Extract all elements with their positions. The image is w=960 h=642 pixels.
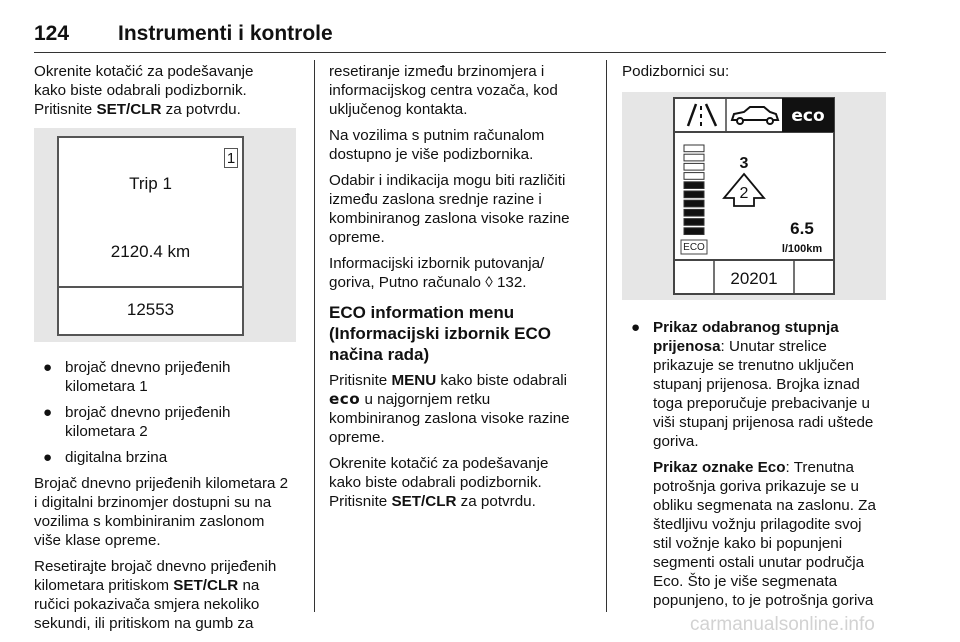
page-reference-icon: ◊ (485, 274, 493, 291)
paragraph-display-differences: Odabir i indikacija mogu biti različiti između zaslona srednje razine i kombiniranog zaslona visoke razine opreme. (329, 172, 570, 246)
paragraph-eco-display: Prikaz oznake Eco: Trenutna potrošnja goriva prikazuje se u obliku segmenata na zaslonu. Za štedljivu vožnju prilagodite svoj stil vožnje kako bi popunjeni segmenti ostali unutar područja Eco. Što je više segmenata popunjeno, to je potrošnja goriva (653, 459, 876, 609)
eco-symbol: eco (329, 390, 361, 408)
list-item: ● brojač dnevno prijeđenih kilometara 1 (43, 359, 231, 395)
eco-segment (684, 191, 704, 198)
paragraph-trip-computer: Na vozilima s putnim računalom dostupno je više podizbornika. (329, 127, 545, 163)
eco-segment (684, 173, 704, 180)
page-header (34, 22, 886, 52)
trip-title: Trip 1 (129, 174, 172, 193)
paragraph-reference: Informacijski izbornik putovanja/ goriva, Putno računalo ◊ 132. (329, 255, 545, 291)
section-title-eco-menu: ECO information menu (Informacijski izbornik ECO načina rada) (329, 303, 551, 364)
tab-eco: eco (791, 106, 825, 126)
column-divider-2 (606, 60, 607, 612)
consumption-unit: l/100km (781, 243, 823, 255)
eco-segment (684, 163, 704, 170)
set-clr-label: SET/CLR (96, 101, 162, 118)
list-item-gear-display: ● Prikaz odabranog stupnja prijenosa: Unutar strelice prikazuje se trenutno uključen stupanj prijenosa. Brojka iznad toga preporučuje prebacivanje u viši stupanj prijenosa radi uštede goriva. (631, 319, 874, 450)
paragraph-trip2-availability: Brojač dnevno prijeđenih kilometara 2 i digitalni brzinomjer dostupni su na vozilima s kombiniranim zaslonom više klase opreme. (34, 475, 289, 549)
page-reference-link[interactable]: 132. (492, 274, 527, 291)
list-item: ● brojač dnevno prijeđenih kilometara 2 (43, 404, 231, 440)
recommended-gear: 3 (739, 155, 749, 172)
header-divider (34, 52, 886, 53)
eco-segment (684, 154, 704, 161)
list-item: ● digitalna brzina (43, 449, 168, 466)
column-1 (34, 62, 300, 126)
paragraph-submenus-intro: Podizbornici su: (622, 63, 730, 80)
column-1-lower (34, 358, 300, 640)
paragraph-select-submenu: Okrenite kotačić za podešavanje kako biste odabrali podizbornik. Pritisnite SET/CLR za potvrdu. (34, 63, 254, 118)
trip-distance: 2120.4 km (110, 242, 191, 261)
paragraph-menu-select: Pritisnite MENU kako biste odabrali eco u najgornjem retku kombiniranog zaslona visoke razine opreme. (329, 372, 570, 446)
paragraph-reset: Resetirajte brojač dnevno prijeđenih kilometara pritiskom SET/CLR na ručici pokazivača smjera nekoliko sekundi, ili pritiskom na gumb za (34, 558, 277, 632)
column-3-lower (622, 318, 890, 617)
trip-display-panel (57, 136, 244, 336)
eco-segment (684, 219, 704, 226)
eco-segment (684, 182, 704, 189)
paragraph-reset-continued: resetiranje između brzinomjera i informacijskog centra vozača, kod uključenog kontakta. (329, 63, 558, 118)
eco-segment (684, 200, 704, 207)
eco-segment (684, 228, 704, 235)
paragraph-confirm: Okrenite kotačić za podešavanje kako biste odabrali podizbornik. Pritisnite SET/CLR za potvrdu. (329, 455, 549, 510)
consumption-value: 6.5 (790, 219, 814, 238)
column-3 (622, 62, 890, 88)
column-divider-1 (314, 60, 315, 612)
current-gear: 2 (739, 185, 749, 202)
page-indicator-badge: 1 (224, 148, 238, 168)
watermark: carmanualsonline.info (690, 614, 875, 635)
eco-segment (684, 209, 704, 216)
eco-display-panel (622, 92, 886, 300)
odometer-value: 20201 (730, 269, 778, 288)
page-number: 124 (34, 22, 70, 45)
eco-segment (684, 145, 704, 152)
chapter-title: Instrumenti i kontrole (118, 22, 333, 45)
odometer-value: 12553 (59, 286, 242, 334)
eco-label: ECO (683, 242, 705, 253)
column-2 (329, 62, 587, 518)
